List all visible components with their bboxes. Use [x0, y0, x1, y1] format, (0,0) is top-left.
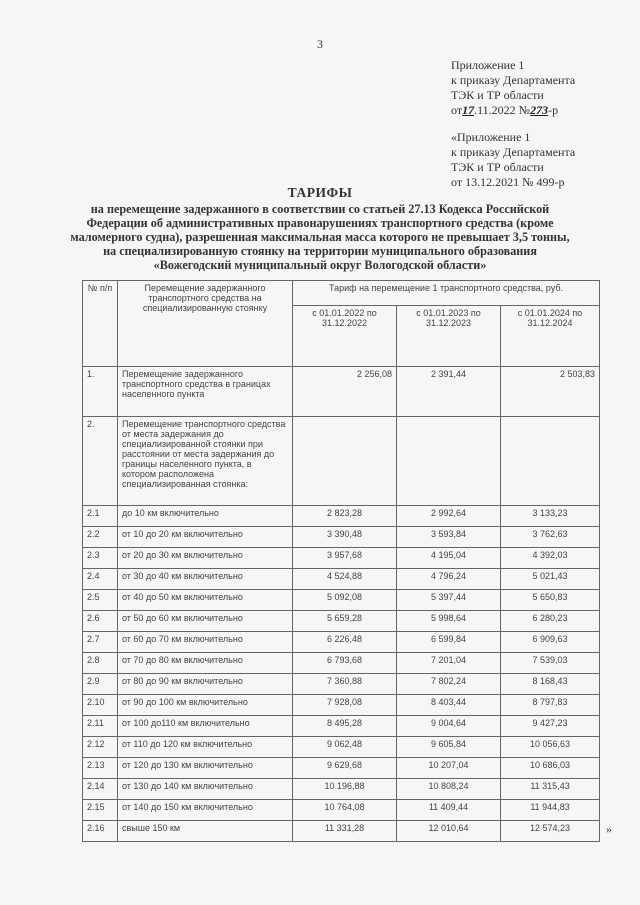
row-value-2024: 11 944,83: [501, 800, 600, 821]
table-row: [83, 590, 600, 611]
table-row: [83, 800, 600, 821]
row-value-2023: 2 391,44: [397, 367, 501, 417]
row-value-2023: 4 796,24: [397, 569, 501, 590]
header-period-2024: с 01.01.2024 по 31.12.2024: [501, 306, 600, 367]
row-description: от 70 до 80 км включительно: [118, 653, 293, 674]
row-value-2024: 7 539,03: [501, 653, 600, 674]
appendix-line: к приказу Департамента: [451, 73, 576, 87]
date-prefix: от: [451, 103, 463, 117]
row-value-2022: 6 226,48: [293, 632, 397, 653]
document-title: ТАРИФЫ: [287, 185, 353, 200]
row-value-2022: 10 764,08: [293, 800, 397, 821]
row-description: Перемещение транспортного средства от места задержания до специализированной стоянки при расстоянии от места задержания до границы населенного пункта, в котором расположена специализированная стоянка:: [118, 417, 293, 506]
row-num: 2.8: [83, 653, 118, 674]
row-num: 2.3: [83, 548, 118, 569]
row-value-2024: 3 133,23: [501, 506, 600, 527]
row-value-2023: 2 992,64: [397, 506, 501, 527]
row-description: от 60 до 70 км включительно: [118, 632, 293, 653]
table-row: [83, 779, 600, 800]
row-num: 2.12: [83, 737, 118, 758]
row-value-2024: 10 686,03: [501, 758, 600, 779]
row-value-2022: 3 957,68: [293, 548, 397, 569]
row-description: свыше 150 км: [118, 821, 293, 842]
row-value-2022: 3 390,48: [293, 527, 397, 548]
table-row: [83, 527, 600, 548]
row-description: от 30 до 40 км включительно: [118, 569, 293, 590]
appendix-line: «Приложение 1: [451, 130, 531, 144]
appendix-date-line: [451, 103, 575, 118]
table-row: [83, 737, 600, 758]
row-num: 2.13: [83, 758, 118, 779]
row-value-2023: 11 409,44: [397, 800, 501, 821]
row-value-2024: 5 021,43: [501, 569, 600, 590]
row-num: 2.7: [83, 632, 118, 653]
row-value-2024: 6 909,63: [501, 632, 600, 653]
header-period-2022: с 01.01.2022 по 31.12.2022: [293, 306, 397, 367]
row-description: до 10 км включительно: [118, 506, 293, 527]
row-value-2024: 3 762,63: [501, 527, 600, 548]
row-value-2023: 10 207,04: [397, 758, 501, 779]
table-row: [83, 569, 600, 590]
row-num: 2.4: [83, 569, 118, 590]
row-value-2023: 4 195,04: [397, 548, 501, 569]
row-description: Перемещение задержанного транспортного средства в границах населенного пункта: [118, 367, 293, 417]
row-value-2024: 5 650,83: [501, 590, 600, 611]
appendix-line: от 13.12.2021 № 499-р: [451, 175, 565, 189]
row-value-2022: 7 360,88: [293, 674, 397, 695]
row-description: от 110 до 120 км включительно: [118, 737, 293, 758]
row-description: от 50 до 60 км включительно: [118, 611, 293, 632]
document-subtitle: на перемещение задержанного в соответствии со статьей 27.13 Кодекса Российской Федерации об административных правонарушениях транспортного средства (кроме маломерного судна), разрешенная максимальная масса которого не превышает 3,5 тонны, на специализированную стоянку на территории муниципального образования «Вожегодский муниципальный округ Вологодской области»: [70, 202, 570, 272]
header-tariff: Тариф на перемещение 1 транспортного средства, руб.: [293, 281, 600, 306]
row-value-2023: 7 201,04: [397, 653, 501, 674]
row-value-2024: 4 392,03: [501, 548, 600, 569]
row-num: 2.16: [83, 821, 118, 842]
row-description: от 10 до 20 км включительно: [118, 527, 293, 548]
header-period-2023: с 01.01.2023 по 31.12.2023: [397, 306, 501, 367]
row-value-2024: 11 315,43: [501, 779, 600, 800]
row-value-2023: 9 605,84: [397, 737, 501, 758]
appendix-line: к приказу Департамента: [451, 145, 576, 159]
row-value-2023: 10 808,24: [397, 779, 501, 800]
row-value-2022: [293, 417, 397, 506]
row-description: от 120 до 130 км включительно: [118, 758, 293, 779]
header-description: Перемещение задержанного транспортного средства на специализированную стоянку: [118, 281, 293, 367]
row-value-2023: 9 004,64: [397, 716, 501, 737]
appendix-current: [451, 58, 575, 118]
table-row: [83, 506, 600, 527]
row-value-2022: 5 659,28: [293, 611, 397, 632]
row-num: 2.1: [83, 506, 118, 527]
row-description: от 100 до110 км включительно: [118, 716, 293, 737]
row-value-2022: 6 793,68: [293, 653, 397, 674]
row-value-2022: 2 823,28: [293, 506, 397, 527]
table-row: [83, 821, 600, 842]
row-num: 1.: [83, 367, 118, 417]
row-num: 2.14: [83, 779, 118, 800]
header-num: № п/п: [83, 281, 118, 367]
row-value-2024: 10 056,63: [501, 737, 600, 758]
row-value-2023: 3 593,84: [397, 527, 501, 548]
row-description: от 130 до 140 км включительно: [118, 779, 293, 800]
row-value-2023: 5 998,64: [397, 611, 501, 632]
row-value-2022: 10 196,88: [293, 779, 397, 800]
table-row: [83, 548, 600, 569]
row-description: от 140 до 150 км включительно: [118, 800, 293, 821]
table-row: [83, 716, 600, 737]
row-value-2024: 9 427,23: [501, 716, 600, 737]
table-row: [83, 695, 600, 716]
table-row: [83, 417, 600, 506]
table-row: [83, 367, 600, 417]
row-value-2022: 9 062,48: [293, 737, 397, 758]
row-num: 2.10: [83, 695, 118, 716]
row-value-2024: 8 168,43: [501, 674, 600, 695]
row-value-2022: 9 629,68: [293, 758, 397, 779]
row-value-2022: 11 331,28: [293, 821, 397, 842]
appendix-previous: [451, 130, 575, 190]
row-value-2022: 5 092,08: [293, 590, 397, 611]
row-num: 2.: [83, 417, 118, 506]
table-row: [83, 674, 600, 695]
row-value-2023: 12 010,64: [397, 821, 501, 842]
row-value-2024: 2 503,83: [501, 367, 600, 417]
row-value-2024: 8 797,83: [501, 695, 600, 716]
row-value-2022: 8 495,28: [293, 716, 397, 737]
row-description: от 40 до 50 км включительно: [118, 590, 293, 611]
handwritten-order-number: 273: [530, 103, 549, 117]
table-row: [83, 632, 600, 653]
row-value-2023: 8 403,44: [397, 695, 501, 716]
table-row: [83, 611, 600, 632]
row-num: 2.9: [83, 674, 118, 695]
table-row: [83, 653, 600, 674]
order-suffix: -р: [548, 103, 559, 117]
tariff-table: [82, 280, 600, 842]
row-value-2022: 7 928,08: [293, 695, 397, 716]
row-description: от 90 до 100 км включительно: [118, 695, 293, 716]
table-row: [83, 758, 600, 779]
row-value-2024: 12 574,23: [501, 821, 600, 842]
appendix-line: ТЭК и ТР области: [451, 88, 544, 102]
row-num: 2.5: [83, 590, 118, 611]
row-value-2022: 2 256,08: [293, 367, 397, 417]
row-value-2024: [501, 417, 600, 506]
appendix-line: Приложение 1: [451, 58, 525, 72]
row-num: 2.11: [83, 716, 118, 737]
row-value-2023: 5 397,44: [397, 590, 501, 611]
row-value-2023: [397, 417, 501, 506]
row-num: 2.6: [83, 611, 118, 632]
row-value-2022: 4 524,88: [293, 569, 397, 590]
row-num: 2.15: [83, 800, 118, 821]
appendix-line: ТЭК и ТР области: [451, 160, 544, 174]
date-rest: .11.2022 №: [474, 103, 531, 117]
row-value-2023: 6 599,84: [397, 632, 501, 653]
table-header-row: [83, 281, 600, 306]
row-description: от 20 до 30 км включительно: [118, 548, 293, 569]
page-number: 3: [317, 37, 323, 51]
closing-quote: »: [606, 822, 612, 836]
row-description: от 80 до 90 км включительно: [118, 674, 293, 695]
row-value-2024: 6 280,23: [501, 611, 600, 632]
row-num: 2.2: [83, 527, 118, 548]
handwritten-day: 17: [462, 103, 475, 117]
row-value-2023: 7 802,24: [397, 674, 501, 695]
